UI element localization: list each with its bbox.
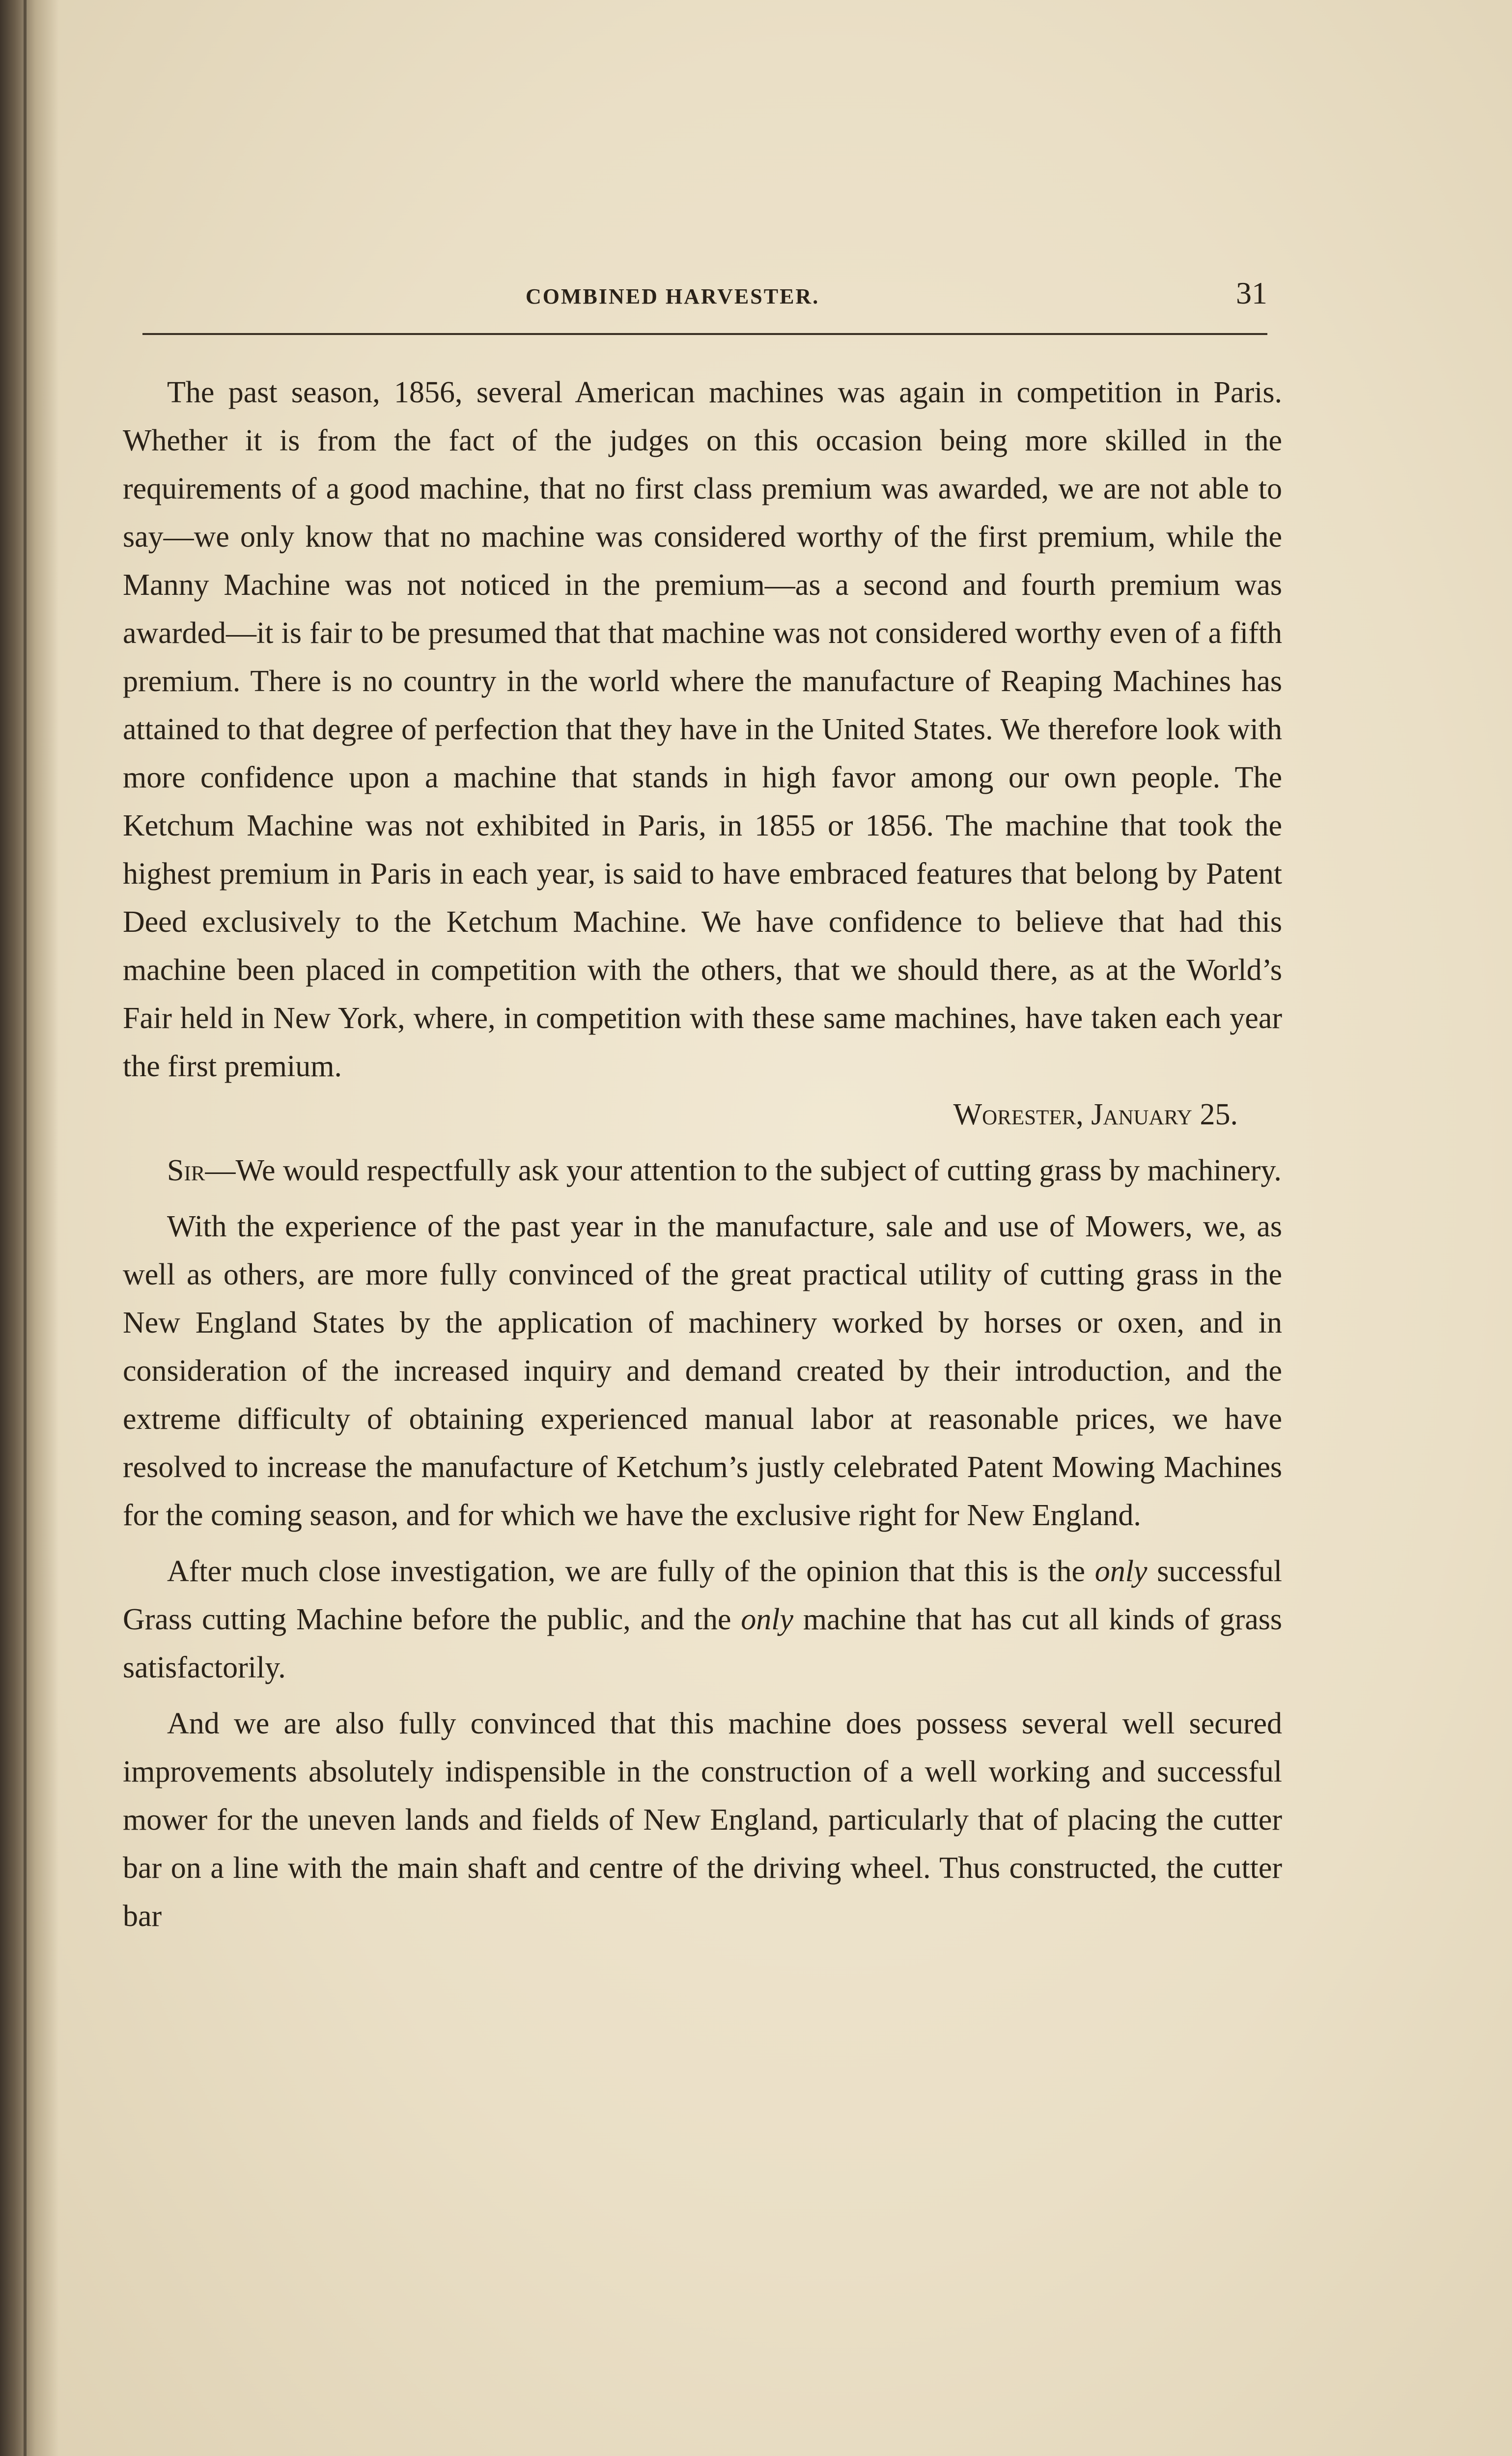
binding-edge	[24, 0, 27, 2456]
letter-dateline: Worester, January 25.	[953, 1098, 1238, 1131]
binding-gutter-shadow	[0, 0, 59, 2456]
paragraph-improvements: And we are also fully convinced that this machine does possess several well secured improvements absolutely indispensible in the construction of a well working and successful mower for the uneven lands and fields of New England, particularly that of placing the cutter bar on a line with the main shaft and centre of the driving wheel. Thus constructed, the cutter bar	[123, 1707, 1282, 1933]
running-title: COMBINED HARVESTER.	[526, 284, 820, 308]
page-number: 31	[1236, 276, 1267, 310]
letter-opening-text: —We would respectfully ask your attention to the subject of cutting grass by machinery.	[205, 1154, 1282, 1187]
paragraph-investigation	[123, 1547, 1282, 1692]
paragraph-investigation-part3: machine that has cut all kinds of grass satisfactorily.	[123, 1603, 1282, 1684]
emphasis-only-2: only	[741, 1603, 794, 1636]
paragraph-paris-competition: The past season, 1856, several American machines was again in competition in Paris. Whether it is from the fact of the judges on this occasion being more skilled in the requirements of a good machine, that no first class premium was awarded, we are not able to say—we only know that no machine was considered worthy of the first premium, while the Manny Machine was not noticed in the premium—as a second and fourth premium was awarded—it is fair to be presumed that that machine was not considered worthy even of a fifth premium. There is no country in the world where the manufacture of Reaping Machines has attained to that degree of perfection that they have in the United States. We therefore look with more confidence upon a machine that stands in high favor among our own people. The Ketchum Machine was not exhibited in Paris, in 1855 or 1856. The machine that took the highest premium in Paris in each year, is said to have embraced features that belong by Patent Deed exclusively to the Ketchum Machine. We have confidence to believe that had this machine been placed in competition with the others, that we should there, as at the World’s Fair held in New York, where, in competition with these same machines, have taken each year the first premium.	[123, 376, 1282, 1083]
letter-opening-paragraph	[123, 1146, 1282, 1195]
letter-salutation: Sir	[167, 1154, 205, 1187]
running-head	[123, 275, 1267, 324]
emphasis-only-1: only	[1094, 1555, 1148, 1588]
body-text	[123, 368, 1282, 1940]
paragraph-mower-experience: With the experience of the past year in the manufacture, sale and use of Mowers, we, as well as others, are more fully convinced of the great practical utility of cutting grass in the New England States by the application of machinery worked by horses or oxen, and in consideration of the increased inquiry and demand created by their introduction, and the extreme difficulty of obtaining experienced manual labor at reasonable prices, we have resolved to increase the manufacture of Ketchum’s justly celebrated Patent Mowing Machines for the coming season, and for which we have the exclusive right for New England.	[123, 1210, 1282, 1532]
paragraph-investigation-part2: successful Grass cutting Machine before the public, and the	[123, 1555, 1283, 1636]
paragraph-investigation-part1: After much close investigation, we are fully of the opinion that this is the	[167, 1555, 1095, 1588]
header-rule	[142, 333, 1267, 335]
